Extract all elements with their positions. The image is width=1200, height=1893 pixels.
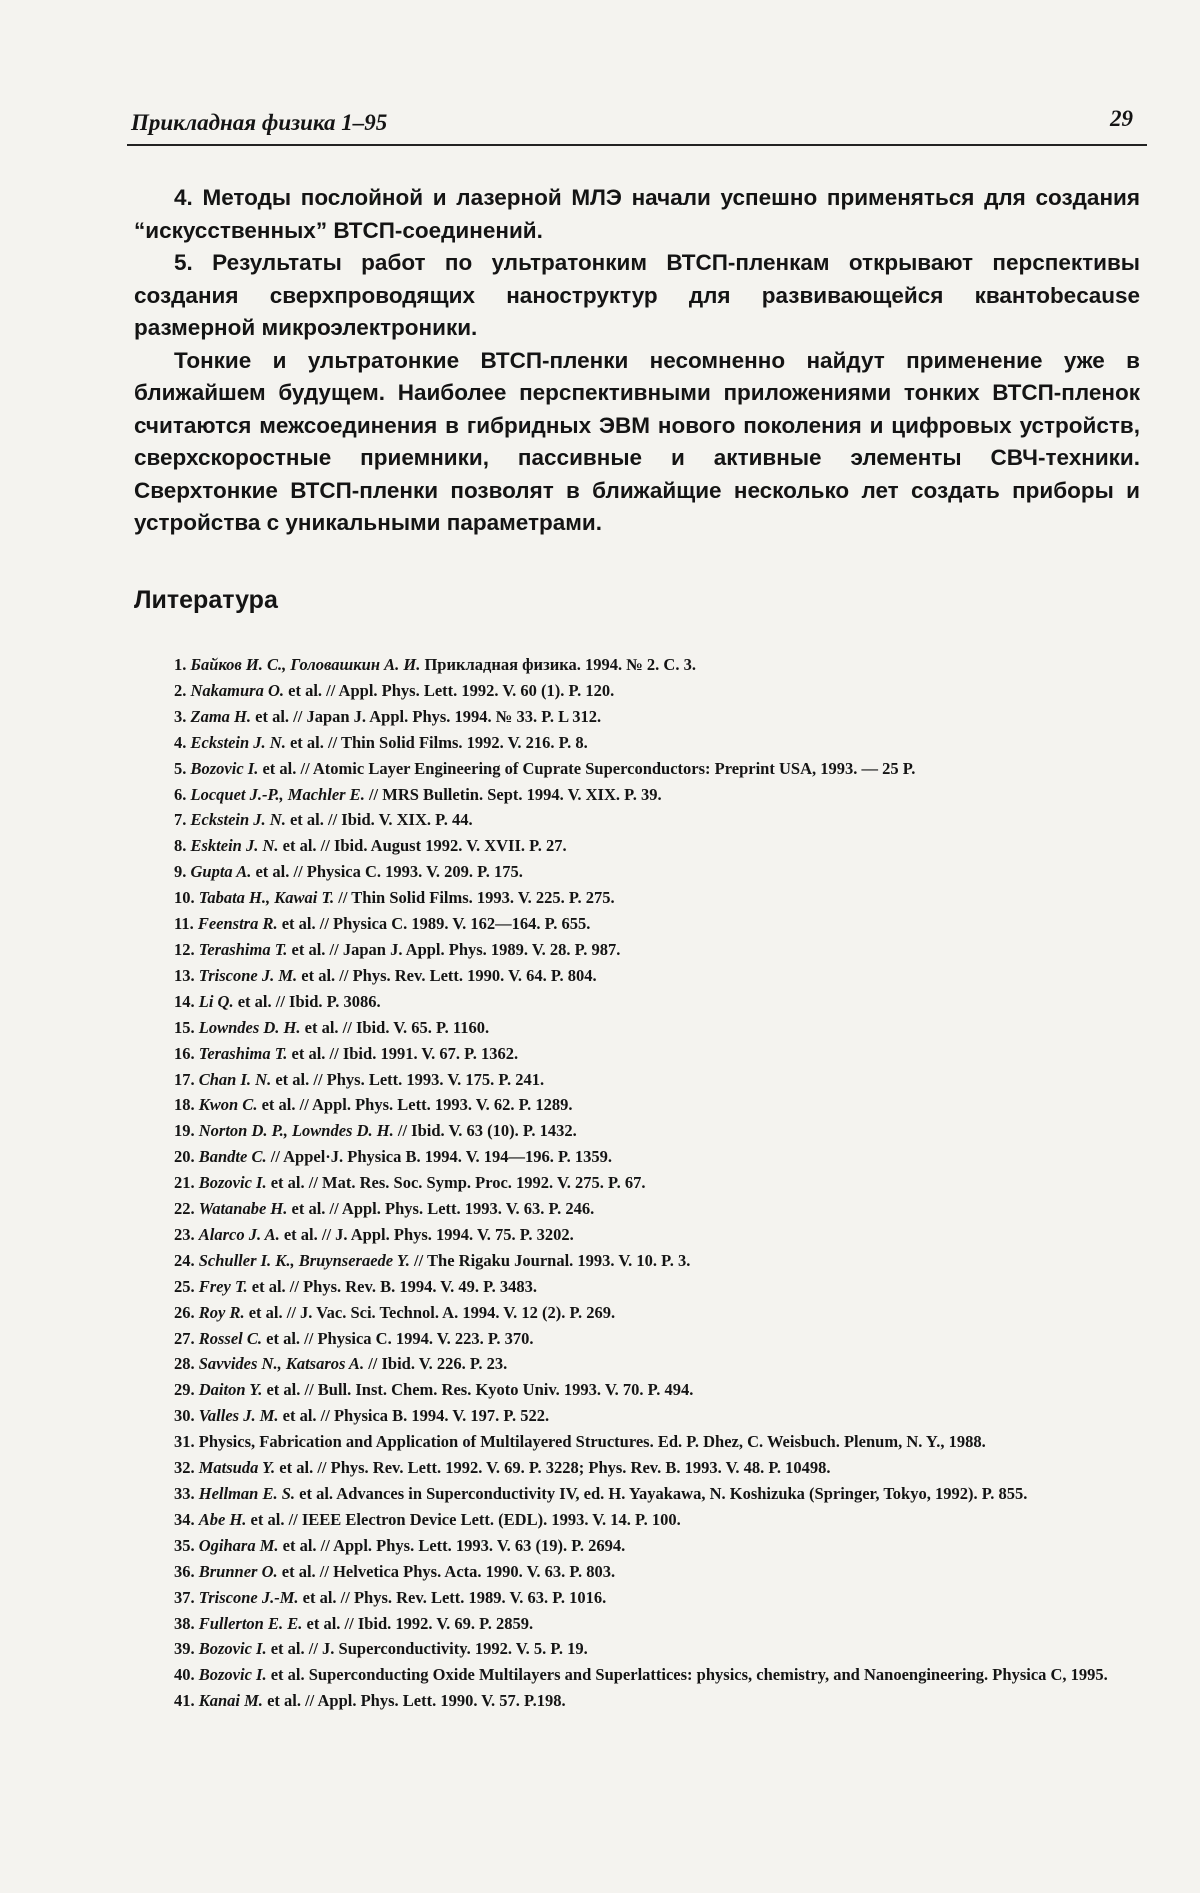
reference-details: et al. // Appl. Phys. Lett. 1993. V. 63 (19). P. 2694. xyxy=(278,1535,626,1555)
reference-number: 6. xyxy=(174,784,187,804)
reference-item xyxy=(134,782,1140,808)
reference-item xyxy=(134,859,1140,885)
reference-number: 41. xyxy=(174,1691,195,1711)
reference-number: 27. xyxy=(174,1328,195,1348)
reference-number: 23. xyxy=(174,1224,195,1244)
reference-number: 32. xyxy=(174,1458,195,1478)
reference-number: 1. xyxy=(174,655,187,674)
reference-details: et al. // Ibid. P. 3086. xyxy=(233,991,381,1011)
reference-number: 10. xyxy=(174,888,195,908)
reference-item xyxy=(134,704,1140,730)
reference-details: et al. // Physica C. 1989. V. 162—164. P. 655. xyxy=(277,914,591,934)
reference-details: et al. Superconducting Oxide Multilayers and Superlattices: physics, chemistry, and Nanoengineering. Physica C, 1995. xyxy=(266,1665,1108,1685)
reference-authors: Kanai M. xyxy=(198,1691,263,1711)
reference-authors: Ogihara M. xyxy=(198,1535,279,1555)
reference-item xyxy=(134,963,1140,989)
references-heading: Литература xyxy=(134,586,278,614)
reference-number: 7. xyxy=(174,810,187,830)
reference-authors: Brunner O. xyxy=(198,1561,278,1581)
reference-number: 14. xyxy=(174,991,195,1011)
reference-item xyxy=(134,1015,1140,1041)
reference-item xyxy=(134,1611,1140,1637)
reference-number: 4. xyxy=(174,732,187,752)
reference-details: et al. // Appl. Phys. Lett. 1993. V. 63. P. 246. xyxy=(287,1199,595,1219)
reference-number: 13. xyxy=(174,965,195,985)
reference-item xyxy=(134,1481,1140,1507)
reference-details: et al. // Thin Solid Films. 1992. V. 216. P. 8. xyxy=(285,732,588,752)
reference-item xyxy=(134,1248,1140,1274)
reference-details: Physics, Fabrication and Application of Multilayered Structures. Ed. P. Dhez, C. Weisbuch. Plenum, N. Y., 1988. xyxy=(198,1432,986,1452)
reference-item xyxy=(134,1144,1140,1170)
reference-details: et al. // J. Vac. Sci. Technol. A. 1994. V. 12 (2). P. 269. xyxy=(244,1302,616,1322)
reference-item xyxy=(134,756,1140,782)
running-head xyxy=(127,104,1147,146)
reference-number: 28. xyxy=(174,1354,195,1374)
reference-authors: Abe H. xyxy=(198,1509,247,1529)
reference-number: 34. xyxy=(174,1509,195,1529)
reference-item xyxy=(134,1455,1140,1481)
reference-details: et al. // Phys. Rev. Lett. 1990. V. 64. P. 804. xyxy=(297,965,597,985)
reference-authors: Esktein J. N. xyxy=(190,836,279,856)
reference-authors: Watanabe H. xyxy=(198,1199,288,1219)
reference-item xyxy=(134,989,1140,1015)
reference-details: et al. // Ibid. 1991. V. 67. P. 1362. xyxy=(287,1043,519,1063)
reference-details: et al. // Appl. Phys. Lett. 1990. V. 57. P.198. xyxy=(262,1691,566,1711)
reference-authors: Bozovic I. xyxy=(190,758,259,778)
reference-authors: Valles J. M. xyxy=(198,1406,279,1426)
reference-authors: Eckstein J. N. xyxy=(190,810,286,830)
reference-number: 2. xyxy=(174,680,187,700)
reference-authors: Matsuda Y. xyxy=(198,1458,276,1478)
reference-number: 25. xyxy=(174,1276,195,1296)
reference-details: // Ibid. V. 226. P. 23. xyxy=(364,1354,508,1374)
reference-item xyxy=(134,1092,1140,1118)
reference-item xyxy=(134,1377,1140,1403)
reference-number: 21. xyxy=(174,1173,195,1193)
reference-item xyxy=(134,885,1140,911)
reference-item xyxy=(134,1326,1140,1352)
reference-details: // Ibid. V. 63 (10). P. 1432. xyxy=(393,1121,577,1141)
reference-authors: Gupta A. xyxy=(190,862,252,882)
reference-details: // The Rigaku Journal. 1993. V. 10. P. 3. xyxy=(409,1250,691,1270)
page-number: 29 xyxy=(1110,106,1133,131)
reference-item xyxy=(134,1041,1140,1067)
reference-authors: Bandte C. xyxy=(198,1147,267,1167)
reference-details: et al. // IEEE Electron Device Lett. (EDL). 1993. V. 14. P. 100. xyxy=(246,1509,681,1529)
reference-number: 17. xyxy=(174,1069,195,1089)
reference-number: 3. xyxy=(174,706,187,726)
reference-item xyxy=(134,1403,1140,1429)
reference-details: // Appel·J. Physica B. 1994. V. 194—196. P. 1359. xyxy=(266,1147,612,1167)
reference-authors: Bozovic I. xyxy=(198,1665,267,1685)
reference-details: et al. // Ibid. V. XIX. P. 44. xyxy=(285,810,473,830)
reference-details: // MRS Bulletin. Sept. 1994. V. XIX. P. 39. xyxy=(364,784,662,804)
reference-number: 20. xyxy=(174,1147,195,1167)
reference-details: // Thin Solid Films. 1993. V. 225. P. 275. xyxy=(334,888,615,908)
reference-number: 30. xyxy=(174,1406,195,1426)
reference-details: et al. // J. Appl. Phys. 1994. V. 75. P. 3202. xyxy=(279,1224,574,1244)
reference-authors: Triscone J. M. xyxy=(198,965,298,985)
reference-authors: Nakamura O. xyxy=(190,680,285,700)
reference-item xyxy=(134,1300,1140,1326)
reference-item xyxy=(134,1507,1140,1533)
reference-number: 26. xyxy=(174,1302,195,1322)
reference-number: 35. xyxy=(174,1535,195,1555)
reference-authors: Chan I. N. xyxy=(198,1069,272,1089)
reference-number: 38. xyxy=(174,1613,195,1633)
reference-authors: Daiton Y. xyxy=(198,1380,263,1400)
reference-authors: Triscone J.-M. xyxy=(198,1587,299,1607)
reference-details: et al. // Phys. Rev. Lett. 1992. V. 69. P. 3228; Phys. Rev. B. 1993. V. 48. P. 10498. xyxy=(275,1458,831,1478)
reference-number: 8. xyxy=(174,836,187,856)
reference-details: et al. // Phys. Rev. Lett. 1989. V. 63. P. 1016. xyxy=(298,1587,607,1607)
reference-item xyxy=(134,730,1140,756)
reference-authors: Terashima T. xyxy=(198,1043,288,1063)
reference-item xyxy=(134,1533,1140,1559)
reference-authors: Eckstein J. N. xyxy=(190,732,286,752)
reference-authors: Savvides N., Katsaros A. xyxy=(198,1354,365,1374)
reference-authors: Tabata H., Kawai T. xyxy=(198,888,335,908)
reference-details: et al. Advances in Superconductivity IV, ed. H. Yayakawa, N. Koshizuka (Springer, Tokyo, 1992). P. 855. xyxy=(295,1484,1028,1503)
reference-number: 15. xyxy=(174,1017,195,1037)
reference-number: 16. xyxy=(174,1043,195,1063)
reference-item xyxy=(134,1170,1140,1196)
reference-item xyxy=(134,833,1140,859)
reference-details: et al. // Appl. Phys. Lett. 1992. V. 60 (1). P. 120. xyxy=(284,680,615,700)
reference-item xyxy=(134,1196,1140,1222)
reference-item xyxy=(134,1222,1140,1248)
reference-item xyxy=(134,911,1140,937)
reference-item xyxy=(134,937,1140,963)
reference-authors: Байков И. С., Головашкин А. И. xyxy=(190,655,421,674)
reference-item xyxy=(134,1688,1140,1714)
journal-title: Прикладная физика 1–95 xyxy=(131,110,388,135)
reference-details: et al. // Physica B. 1994. V. 197. P. 522. xyxy=(278,1406,550,1426)
reference-authors: Hellman E. S. xyxy=(198,1484,296,1503)
reference-details: et al. // J. Superconductivity. 1992. V. 5. P. 19. xyxy=(266,1639,588,1659)
reference-authors: Locquet J.-P., Machler E. xyxy=(190,784,365,804)
reference-authors: Kwon C. xyxy=(198,1095,258,1115)
reference-item xyxy=(134,1067,1140,1093)
reference-details: et al. // Phys. Lett. 1993. V. 175. P. 241. xyxy=(271,1069,545,1089)
paragraph: 5. Результаты работ по ультратонким ВТСП-пленкам открывают перспективы создания сверхпроводящих наноструктур для развивающейся квантоbecause размерной микроэлектроники. xyxy=(134,250,1140,340)
reference-number: 18. xyxy=(174,1095,195,1115)
reference-item xyxy=(134,1274,1140,1300)
reference-item xyxy=(134,678,1140,704)
reference-authors: Schuller I. K., Bruynseraede Y. xyxy=(198,1250,410,1270)
reference-number: 22. xyxy=(174,1199,195,1219)
reference-authors: Feenstra R. xyxy=(197,914,278,934)
reference-number: 9. xyxy=(174,862,187,882)
reference-details: et al. // Phys. Rev. B. 1994. V. 49. P. 3483. xyxy=(247,1276,538,1296)
reference-details: et al. // Japan J. Appl. Phys. 1994. № 33. P. L 312. xyxy=(251,706,602,726)
reference-number: 19. xyxy=(174,1121,195,1141)
reference-list xyxy=(134,652,1140,1714)
reference-details: et al. // Appl. Phys. Lett. 1993. V. 62. P. 1289. xyxy=(257,1095,573,1115)
reference-details: et al. // Ibid. 1992. V. 69. P. 2859. xyxy=(302,1613,534,1633)
reference-item xyxy=(134,1559,1140,1585)
reference-item xyxy=(134,1662,1140,1688)
reference-number: 31. xyxy=(174,1432,195,1452)
reference-number: 40. xyxy=(174,1665,195,1685)
reference-item xyxy=(134,1351,1140,1377)
reference-authors: Rossel C. xyxy=(198,1328,263,1348)
conclusion-text xyxy=(134,182,1140,540)
reference-details: et al. // Ibid. August 1992. V. XVII. P. 27. xyxy=(278,836,567,856)
reference-details: et al. // Helvetica Phys. Acta. 1990. V. 63. P. 803. xyxy=(277,1561,616,1581)
reference-authors: Li Q. xyxy=(198,991,234,1011)
reference-number: 37. xyxy=(174,1587,195,1607)
reference-details: et al. // Physica C. 1994. V. 223. P. 370. xyxy=(262,1328,534,1348)
paragraph: Тонкие и ультратонкие ВТСП-пленки несомненно найдут применение уже в ближайшем будущем. Наиболее перспективными приложениями тонких ВТСП-пленок считаются межсоединения в гибридных ЭВМ нового поколения и цифровых устройств, сверхскоростные приемники, пассивные и активные элементы СВЧ-техники. Сверхтонкие ВТСП-пленки позволят в ближайщие несколько лет создать приборы и устройства с уникальными параметрами. xyxy=(134,347,1140,535)
reference-item xyxy=(134,1429,1140,1455)
reference-details: Прикладная физика. 1994. № 2. С. 3. xyxy=(420,655,696,674)
reference-details: et al. // Mat. Res. Soc. Symp. Proc. 1992. V. 275. P. 67. xyxy=(266,1173,646,1193)
reference-details: et al. // Bull. Inst. Chem. Res. Kyoto Univ. 1993. V. 70. P. 494. xyxy=(262,1380,694,1400)
reference-item xyxy=(134,1585,1140,1611)
reference-authors: Zama H. xyxy=(190,706,251,726)
reference-item xyxy=(134,1118,1140,1144)
reference-number: 29. xyxy=(174,1380,195,1400)
reference-authors: Frey T. xyxy=(198,1276,248,1296)
reference-authors: Terashima T. xyxy=(198,939,288,959)
reference-details: et al. // Physica C. 1993. V. 209. P. 175. xyxy=(251,862,523,882)
reference-authors: Bozovic I. xyxy=(198,1173,267,1193)
reference-number: 33. xyxy=(174,1484,195,1503)
reference-details: et al. // Ibid. V. 65. P. 1160. xyxy=(300,1017,490,1037)
reference-details: et al. // Japan J. Appl. Phys. 1989. V. 28. P. 987. xyxy=(287,939,621,959)
paragraph: 4. Методы послойной и лазерной МЛЭ начали успешно применяться для создания “искусственных” ВТСП-соединений. xyxy=(134,185,1140,243)
reference-number: 5. xyxy=(174,758,187,778)
reference-number: 11. xyxy=(174,914,194,934)
reference-number: 39. xyxy=(174,1639,195,1659)
reference-authors: Alarco J. A. xyxy=(198,1224,280,1244)
reference-details: et al. // Atomic Layer Engineering of Cuprate Superconductors: Preprint USA, 1993. — 25 P. xyxy=(258,758,916,778)
reference-authors: Fullerton E. E. xyxy=(198,1613,303,1633)
reference-authors: Bozovic I. xyxy=(198,1639,267,1659)
reference-authors: Lowndes D. H. xyxy=(198,1017,301,1037)
reference-number: 24. xyxy=(174,1250,195,1270)
reference-number: 12. xyxy=(174,939,195,959)
reference-number: 36. xyxy=(174,1561,195,1581)
reference-authors: Roy R. xyxy=(198,1302,245,1322)
reference-item xyxy=(134,652,1140,678)
reference-item xyxy=(134,807,1140,833)
reference-item xyxy=(134,1636,1140,1662)
reference-authors: Norton D. P., Lowndes D. H. xyxy=(198,1121,394,1141)
